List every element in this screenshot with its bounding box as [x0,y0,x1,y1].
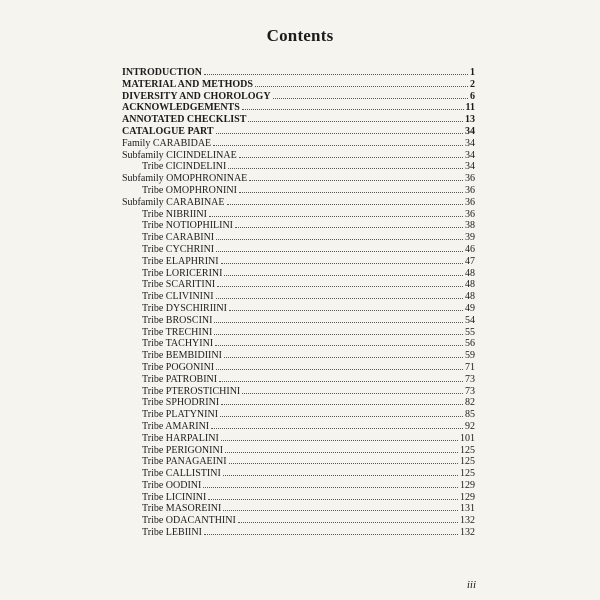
dot-leader [242,385,463,394]
toc-entry [122,444,475,456]
dot-leader [211,420,463,429]
dot-leader [216,125,463,134]
dot-leader [209,208,463,217]
dot-leader [242,101,464,110]
toc-entry [122,408,475,420]
toc-entry [122,90,475,102]
toc-entry-page-number: 36 [465,196,475,208]
toc-entry [122,160,475,172]
toc-entry [122,385,475,397]
toc-entry-title: Tribe PATROBINI [142,373,218,385]
dot-leader [223,467,458,476]
toc-entry [122,373,475,385]
toc-entry [122,125,475,137]
toc-entry-title: Tribe ODACANTHINI [142,515,236,527]
dot-leader [216,290,463,299]
toc-entry-title: Tribe LEBIINI [142,527,202,539]
toc-entry [122,479,475,491]
toc-entry [122,208,475,220]
toc-entry-page-number: 48 [465,267,475,279]
toc-entry-title: DIVERSITY AND CHOROLOGY [122,90,271,102]
dot-leader [248,113,463,122]
dot-leader [228,160,463,169]
toc-entry-title: Tribe CICINDELINI [142,161,227,173]
toc-entry [122,255,475,267]
toc-entry [122,314,475,326]
toc-entry-page-number: 48 [465,291,475,303]
toc-entry-title: Tribe OMOPHRONINI [142,184,237,196]
toc-entry [122,267,475,279]
dot-leader [214,314,463,323]
toc-entry-page-number: 125 [460,456,475,468]
dot-leader [239,184,463,193]
toc-entry-title: Tribe TRECHINI [142,326,213,338]
toc-entry-page-number: 85 [465,409,475,421]
toc-entry-page-number: 92 [465,420,475,432]
toc-entry-page-number: 54 [465,314,475,326]
table-of-contents [122,66,475,538]
toc-entry-page-number: 34 [465,137,475,149]
dot-leader [255,78,468,87]
toc-entry-page-number: 73 [465,385,475,397]
toc-entry-title: MATERIAL AND METHODS [122,78,253,90]
toc-entry-page-number: 6 [470,90,475,102]
toc-entry [122,66,475,78]
toc-entry-page-number: 101 [460,432,475,444]
toc-entry-title: Tribe PANAGAEINI [142,456,227,468]
toc-entry-page-number: 73 [465,373,475,385]
toc-entry-page-number: 49 [465,302,475,314]
dot-leader [223,502,458,511]
toc-entry-title: Tribe PERIGONINI [142,444,224,456]
dot-leader [204,66,468,75]
toc-entry [122,278,475,290]
toc-entry-title: Tribe BROSCINI [142,314,213,326]
toc-entry [122,396,475,408]
toc-entry [122,78,475,90]
toc-entry [122,219,475,231]
toc-entry [122,302,475,314]
toc-entry-page-number: 56 [465,338,475,350]
toc-entry-page-number: 55 [465,326,475,338]
toc-entry-title: Tribe SPHODRINI [142,397,220,409]
toc-entry-title: Tribe ELAPHRINI [142,255,219,267]
dot-leader [216,361,463,370]
toc-entry-title: Tribe OODINI [142,479,202,491]
toc-entry-title: Subfamily CARABINAE [122,196,225,208]
toc-entry-page-number: 38 [465,220,475,232]
toc-entry-title: Tribe LICININI [142,491,207,503]
toc-entry-title: Subfamily CICINDELINAE [122,149,237,161]
toc-entry [122,137,475,149]
toc-entry-title: INTRODUCTION [122,67,203,78]
dot-leader [221,396,463,405]
toc-entry-page-number: 82 [465,397,475,409]
toc-entry [122,243,475,255]
toc-entry [122,514,475,526]
dot-leader [216,243,463,252]
toc-entry [122,337,475,349]
toc-entry [122,349,475,361]
dot-leader [216,231,463,240]
toc-entry [122,113,475,125]
toc-entry-page-number: 34 [465,125,475,137]
dot-leader [235,219,463,228]
toc-entry-title: Tribe CALLISTINI [142,468,221,480]
toc-entry [122,149,475,161]
toc-entry-title: Tribe BEMBIDIINI [142,350,222,362]
toc-entry [122,231,475,243]
toc-entry-title: Tribe TACHYINI [142,338,214,350]
toc-entry-title: Tribe CLIVININI [142,291,214,303]
toc-entry-page-number: 59 [465,350,475,362]
dot-leader [208,491,458,500]
toc-entry-page-number: 71 [465,361,475,373]
toc-entry-page-number: 34 [465,149,475,161]
toc-entry-title: Tribe PTEROSTICHINI [142,385,241,397]
dot-leader [225,444,458,453]
toc-entry-page-number: 46 [465,243,475,255]
dot-leader [273,90,468,99]
toc-entry [122,420,475,432]
dot-leader [221,255,463,264]
dot-leader [229,302,463,311]
toc-entry-page-number: 125 [460,444,475,456]
dot-leader [239,149,463,158]
toc-entry-title: Tribe NOTIOPHILINI [142,220,234,232]
dot-leader [224,349,463,358]
toc-entry-title: Tribe PLATYNINI [142,409,219,421]
toc-entry [122,432,475,444]
toc-entry-title: Subfamily OMOPHRONINAE [122,173,248,185]
toc-entry-title: ACKNOWLEDGEMENTS [122,102,240,114]
dot-leader [229,455,458,464]
dot-leader [227,196,464,205]
dot-leader [214,326,463,335]
toc-entry-page-number: 36 [465,173,475,185]
toc-entry-page-number: 129 [460,491,475,503]
toc-entry-title: Tribe SCARITINI [142,279,216,291]
toc-entry-page-number: 129 [460,479,475,491]
toc-entry-title: Family CARABIDAE [122,137,212,149]
toc-entry-page-number: 132 [460,527,475,539]
toc-entry [122,526,475,538]
toc-entry-title: Tribe LORICERINI [142,267,223,279]
toc-entry [122,101,475,113]
toc-entry-title: Tribe NIBRIINI [142,208,207,220]
toc-entry-page-number: 36 [465,184,475,196]
toc-entry [122,196,475,208]
dot-leader [215,337,463,346]
toc-entry [122,491,475,503]
toc-entry-page-number: 125 [460,468,475,480]
toc-entry-title: ANNOTATED CHECKLIST [122,114,247,126]
toc-entry-page-number: 36 [465,208,475,220]
toc-entry-page-number: 11 [465,102,475,114]
toc-entry-title: CATALOGUE PART [122,125,214,137]
dot-leader [221,432,458,441]
toc-entry-title: Tribe AMARINI [142,420,210,432]
dot-leader [203,479,458,488]
toc-entry-page-number: 13 [465,114,475,126]
dot-leader [249,172,463,181]
dot-leader [217,278,463,287]
dot-leader [220,408,463,417]
dot-leader [204,526,458,535]
dot-leader [219,373,463,382]
page-title: Contents [266,26,334,45]
dot-leader [213,137,463,146]
toc-entry [122,326,475,338]
toc-entry-title: Tribe CARABINI [142,232,215,244]
toc-entry-title: Tribe MASOREINI [142,503,222,515]
toc-entry [122,361,475,373]
toc-entry-page-number: 39 [465,232,475,244]
toc-entry-page-number: 1 [470,67,475,78]
toc-entry-page-number: 131 [460,503,475,515]
toc-entry [122,290,475,302]
toc-entry-page-number: 132 [460,515,475,527]
toc-entry-title: Tribe HARPALINI [142,432,219,444]
toc-entry [122,467,475,479]
toc-entry-title: Tribe CYCHRINI [142,243,215,255]
page-number: iii [466,579,476,591]
toc-entry-title: Tribe POGONINI [142,361,215,373]
dot-leader [224,267,463,276]
toc-entry-page-number: 34 [465,161,475,173]
dot-leader [238,514,458,523]
toc-entry-page-number: 48 [465,279,475,291]
toc-entry-page-number: 2 [470,78,475,90]
toc-entry [122,455,475,467]
toc-entry [122,172,475,184]
toc-entry [122,184,475,196]
toc-entry-page-number: 47 [465,255,475,267]
toc-entry [122,502,475,514]
toc-entry-title: Tribe DYSCHIRIINI [142,302,227,314]
